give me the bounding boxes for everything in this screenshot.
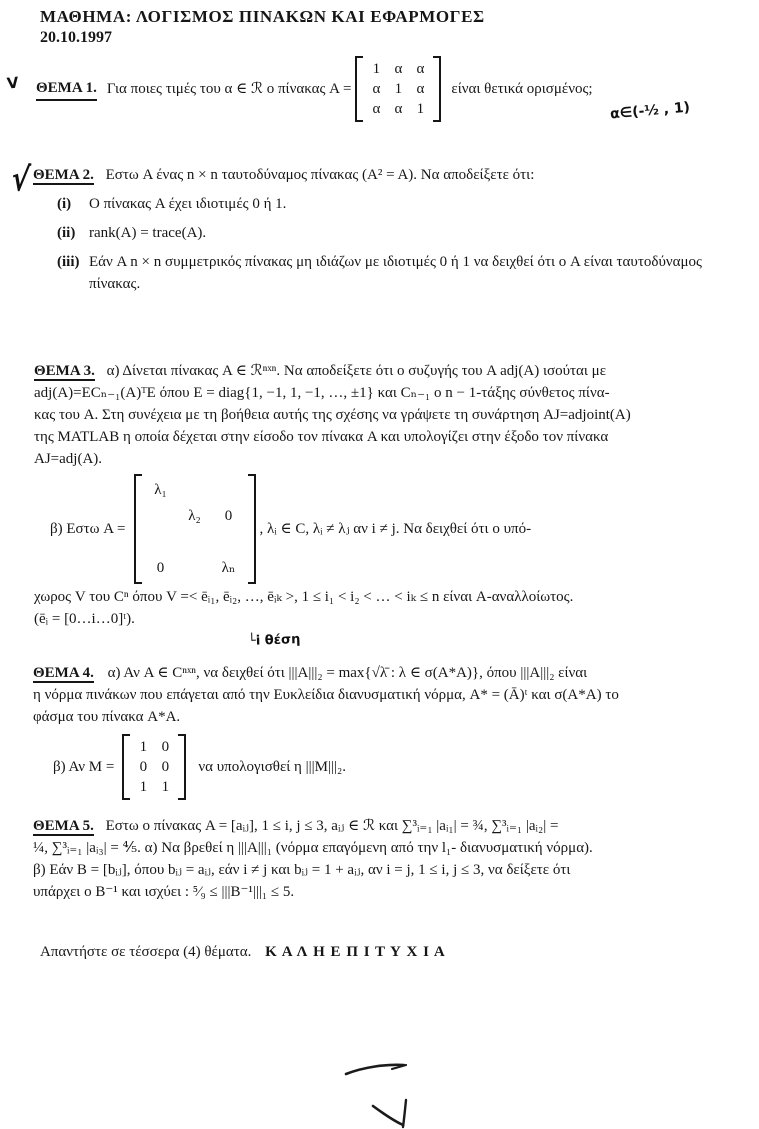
theme-2-section: [33, 164, 743, 295]
matrix-cell: α: [416, 61, 425, 77]
matrix-cell: 1: [416, 101, 425, 117]
theme-3-line: της MATLAB η οποία δέχεται στην είσοδο τον πίνακα A και υπολογίζει στην έξοδο τον πίνακα: [34, 429, 609, 445]
theme-4-line: η νόρμα πινάκων που επάγεται από την Ευκλείδια διανυσματική νόρμα, A* = (Ā)ᵗ και σ(A*A) το: [33, 687, 619, 703]
theme-3-section: [34, 360, 749, 630]
theme-4-line: φάσμα του πίνακα A*A.: [33, 709, 181, 725]
matrix-cell: 1: [394, 81, 403, 97]
matrix-cell: α: [394, 61, 403, 77]
theme-3-label: ΘΕΜΑ 3.: [34, 363, 95, 379]
pen-scribble-mark: [300, 1050, 500, 1129]
theme-5-line: [33, 815, 753, 837]
matrix-cell: λ₂: [188, 508, 201, 524]
matrix-cell: λₙ: [221, 560, 236, 576]
theme-3-vector-note: (ēᵢ = [0…i…0]ᵗ).: [34, 611, 135, 627]
theme-5-line: υπάρχει ο B⁻¹ και ισχύει : ⁵⁄₉ ≤ |||B⁻¹|||₁ ≤ 5.: [33, 884, 295, 900]
theme-4-section: [33, 662, 748, 800]
theme-3-line: AJ=adj(A).: [34, 451, 103, 467]
matrix-row: [365, 99, 431, 119]
theme-4-beta-statement: [33, 734, 748, 800]
item-number: (iii): [57, 254, 80, 270]
matrix-cell: α: [416, 81, 425, 97]
theme-3-continuation: χωρος V του Cⁿ όπου V =< ēᵢ₁, ēᵢ₂, …, ēᵢₖ >, 1 ≤ i₁ < i₂ < … < iₖ ≤ n είναι A-αναλλοίωτος.: [34, 589, 574, 605]
handwritten-checkmark-theme1: V: [6, 73, 20, 93]
item-number: (ii): [57, 225, 76, 241]
theme-5-line: ¼, ∑³ᵢ₌₁ |aᵢ₃| = ⅘. α) Να βρεθεί η |||A|||₁ (νόρμα επαγόμενη από την l₁- διανυσματική νόρμα).: [33, 840, 593, 856]
matrix-cell: 0: [156, 560, 165, 576]
page-title: ΜΑΘΗΜΑ: ΛΟΓΙΣΜΟΣ ΠΙΝΑΚΩΝ ΚΑΙ ΕΦΑΡΜΟΓΕΣ: [40, 7, 485, 26]
matrix-row: [365, 79, 431, 99]
matrix-cell: 0: [139, 759, 148, 775]
matrix-m-theme4: [122, 734, 186, 800]
theme-3-line: [34, 360, 749, 382]
matrix-cell: 1: [372, 61, 381, 77]
theme-2-intro: Εστω A ένας n × n ταυτοδύναμος πίνακας (A² = A). Να αποδείξετε ότι:: [105, 167, 535, 183]
matrix-grid: [144, 477, 246, 581]
theme-5-text: Εστω ο πίνακας A = [aᵢⱼ], 1 ≤ i, j ≤ 3, aᵢⱼ ∈ ℛ και ∑³ᵢ₌₁ |aᵢ₁| = ¾, ∑³ᵢ₌₁ |aᵢ₂| =: [105, 818, 559, 834]
matrix-cell: α: [394, 101, 403, 117]
matrix-cell: α: [372, 81, 381, 97]
matrix-row: [132, 757, 176, 777]
good-luck-text: Κ Α Λ Η Ε Π Ι Τ Υ Χ Ι Α: [265, 944, 446, 960]
matrix-a-theme1: [355, 56, 441, 122]
matrix-row: [365, 59, 431, 79]
matrix-cell: 0: [161, 759, 170, 775]
matrix-row: [132, 777, 176, 797]
matrix-row: [132, 737, 176, 757]
theme-3-line: κας του A. Στη συνέχεια με τη βοήθεια αυτής της σχέσης να γράψετε τη συνάρτηση AJ=adjoint(A): [34, 407, 631, 423]
theme-1-text-before: Για ποιες τιμές του α ∈ ℛ ο πίνακας A =: [106, 81, 352, 97]
item-text: Εάν A n × n συμμετρικός πίνακας μη ιδιάζων με ιδιοτιμές 0 ή 1 να δειχθεί ότι ο A είναι ταυτοδύναμος πίνακας.: [89, 254, 702, 292]
handwritten-answer-theme1: α∈(-½ , 1): [609, 99, 691, 123]
theme-5-section: [33, 815, 753, 903]
theme-3-beta-text: , λᵢ ∈ C, λᵢ ≠ λⱼ αν i ≠ j. Να δειχθεί ότι ο υπό-: [259, 521, 532, 537]
diagonal-matrix-theme3: [134, 474, 256, 584]
item-text: Ο πίνακας A έχει ιδιοτιμές 0 ή 1.: [89, 196, 287, 212]
theme-2-item-iii: [33, 251, 743, 295]
theme-4-beta-label: β) Αν M =: [53, 759, 115, 775]
theme-2-item-i: [33, 193, 743, 215]
theme-2-statement: [33, 164, 743, 186]
theme-4-label: ΘΕΜΑ 4.: [33, 665, 94, 681]
theme-1-label: ΘΕΜΑ 1.: [36, 77, 97, 101]
matrix-cell: 0: [224, 508, 233, 524]
exam-date: 20.10.1997: [40, 29, 112, 46]
theme-2-label: ΘΕΜΑ 2.: [33, 167, 94, 183]
theme-5-line: β) Εάν B = [bᵢⱼ], όπου bᵢⱼ = aᵢⱼ, εάν i ≠ j και bᵢⱼ = 1 + aᵢⱼ, αν i = j, 1 ≤ i, j ≤ 3, να δείξετε ότι: [33, 862, 571, 878]
theme-4-beta-text: να υπολογισθεί η |||M|||₂.: [198, 759, 346, 775]
theme-2-item-ii: [33, 222, 743, 244]
theme-3-beta-label: β) Εστω A =: [50, 521, 126, 537]
answer-instruction: Απαντήστε σε τέσσερα (4) θέματα.: [40, 944, 252, 960]
matrix-cell: 1: [139, 779, 148, 795]
theme-3-line: adj(A)=ECₙ₋₁(A)ᵀE όπου E = diag{1, −1, 1, −1, …, ±1} και Cₙ₋₁ ο n − 1-τάξης σύνθετος πίνα-: [34, 385, 610, 401]
matrix-cell: 1: [161, 779, 170, 795]
theme-4-line: [33, 662, 748, 684]
theme-3-beta-statement: [34, 474, 749, 584]
matrix-cell: λ₁: [154, 482, 167, 498]
footer-instruction-line: [40, 941, 446, 963]
item-number: (i): [57, 196, 72, 212]
theme-1-text-after: είναι θετικά ορισμένος;: [451, 81, 593, 97]
matrix-cell: 1: [139, 739, 148, 755]
handwritten-position-note: └i θέση: [247, 632, 301, 649]
handwritten-checkmark-theme2: √: [9, 159, 32, 201]
theme-3-text: α) Δίνεται πίνακας A ∈ ℛⁿˣⁿ. Να αποδείξετε ότι ο συζυγής του A adj(A) ισούται με: [106, 363, 607, 379]
theme-5-label: ΘΕΜΑ 5.: [33, 818, 94, 834]
item-text: rank(A) = trace(A).: [89, 225, 207, 241]
matrix-cell: α: [372, 101, 381, 117]
document-header: [40, 6, 485, 48]
theme-4-text: α) Αν A ∈ Cⁿˣⁿ, να δειχθεί ότι |||A|||₂ = max{√λ̄ : λ ∈ σ(A*A)}, όπου |||A|||₂ είναι: [107, 665, 588, 681]
matrix-cell: 0: [161, 739, 170, 755]
